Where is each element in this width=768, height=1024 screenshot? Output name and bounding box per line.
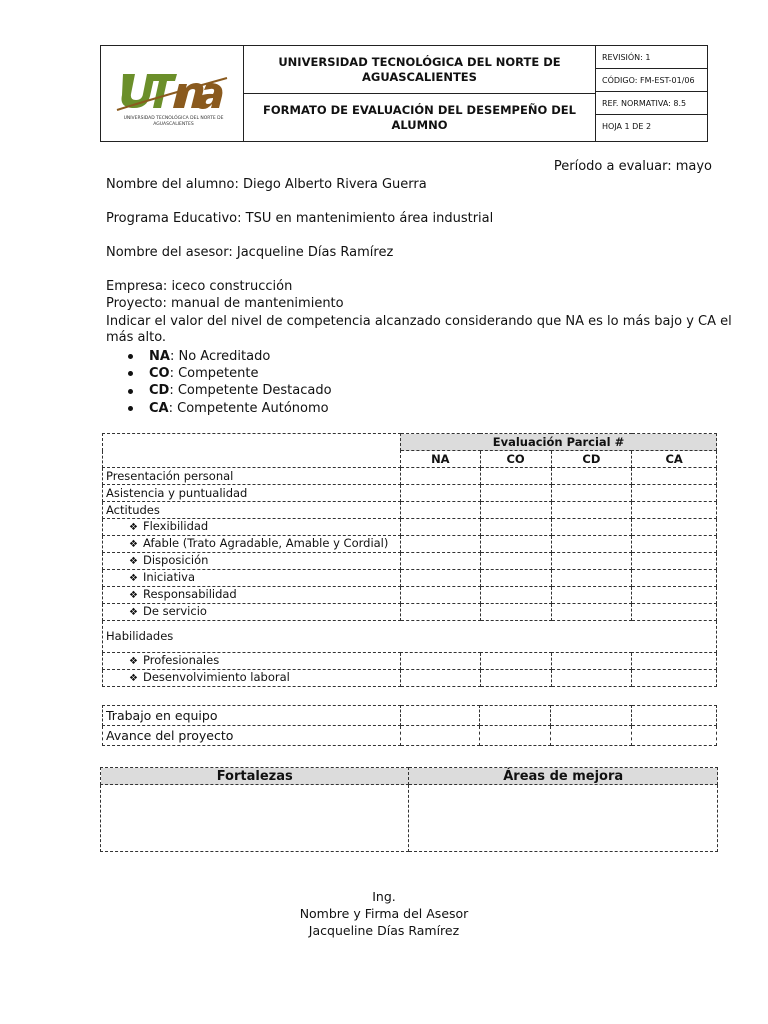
- cell-cd[interactable]: [551, 519, 632, 536]
- row-label: Asistencia y puntualidad: [103, 485, 401, 502]
- table-header-row: [103, 434, 717, 451]
- cell-ca[interactable]: [632, 570, 717, 587]
- row-label: ❖ Iniciativa: [103, 570, 401, 587]
- cell-cd[interactable]: [551, 502, 632, 519]
- table-row: [101, 785, 718, 852]
- table-row: [103, 653, 717, 670]
- row-label: Presentación personal: [103, 468, 401, 485]
- cell-cd[interactable]: [551, 706, 632, 726]
- logo-cell: [101, 46, 244, 141]
- table-row: [103, 502, 717, 519]
- instruction-line-2: más alto.: [106, 330, 167, 345]
- company-name: Empresa: iceco construcción: [106, 279, 293, 294]
- cell-ca[interactable]: [632, 587, 717, 604]
- cell-co[interactable]: [480, 553, 551, 570]
- cell-cd[interactable]: [551, 553, 632, 570]
- table-row: [103, 604, 717, 621]
- cell-co[interactable]: [480, 653, 551, 670]
- program-name: Programa Educativo: TSU en mantenimiento área industrial: [106, 211, 494, 226]
- cell-na[interactable]: [400, 570, 480, 587]
- cell-na[interactable]: [400, 553, 480, 570]
- project-name: Proyecto: manual de mantenimiento: [106, 296, 344, 311]
- cell-co[interactable]: [480, 604, 551, 621]
- col-co: CO: [480, 451, 551, 468]
- cell-co[interactable]: [480, 587, 551, 604]
- table-header-row: [101, 768, 718, 785]
- legend-code: CA: [149, 400, 169, 416]
- row-label: ❖ Flexibilidad: [103, 519, 401, 536]
- cell-ca[interactable]: [632, 706, 717, 726]
- legend-item: [128, 400, 332, 417]
- cell-na[interactable]: [400, 726, 480, 746]
- ref-label: REF. NORMATIVA: 8.5: [596, 92, 708, 115]
- cell-na[interactable]: [400, 502, 480, 519]
- table-row: [103, 570, 717, 587]
- student-name: Nombre del alumno: Diego Alberto Rivera Guerra: [106, 177, 427, 192]
- cell-cd[interactable]: [551, 468, 632, 485]
- row-label: ❖ Profesionales: [103, 653, 401, 670]
- legend-code: CO: [149, 366, 170, 382]
- cell-ca[interactable]: [632, 726, 717, 746]
- row-label: ❖ Desenvolvimiento laboral: [103, 670, 401, 687]
- cell-cd[interactable]: [551, 536, 632, 553]
- doc-control-cell: [595, 46, 708, 141]
- code-label: CÓDIGO: FM-EST-01/06: [596, 69, 708, 92]
- row-label: ❖ Disposición: [103, 553, 401, 570]
- cell-na[interactable]: [400, 706, 480, 726]
- signature-label: Nombre y Firma del Asesor: [299, 906, 469, 921]
- cell-cd[interactable]: [551, 726, 632, 746]
- cell-cd[interactable]: [551, 485, 632, 502]
- cell-co[interactable]: [480, 519, 551, 536]
- col-cd: CD: [551, 451, 632, 468]
- instruction-line-1: Indicar el valor del nivel de competencia alcanzado considerando que NA es lo más bajo y CA el: [106, 314, 732, 329]
- legend-list: [128, 348, 332, 417]
- signature-block: [0, 888, 768, 939]
- feedback-table: [100, 767, 718, 852]
- cell-ca[interactable]: [632, 536, 717, 553]
- table-row: [103, 553, 717, 570]
- row-label: Avance del proyecto: [103, 726, 401, 746]
- bullet-icon: [128, 371, 133, 376]
- col-ca: CA: [632, 451, 717, 468]
- period-text: Período a evaluar: mayo: [553, 159, 712, 174]
- diamond-bullet-icon: ❖: [129, 656, 138, 667]
- advisor-name: Nombre del asesor: Jacqueline Días Ramírez: [106, 245, 394, 260]
- table-row: [103, 485, 717, 502]
- cell-cd[interactable]: [551, 653, 632, 670]
- diamond-bullet-icon: ❖: [129, 673, 138, 684]
- cell-ca[interactable]: [632, 604, 717, 621]
- bullet-icon: [128, 406, 133, 411]
- table-row: [103, 519, 717, 536]
- form-title: FORMATO DE EVALUACIÓN DEL DESEMPEÑO DEL ALUMNO: [263, 102, 576, 132]
- header-blank: [103, 434, 401, 468]
- cell-ca[interactable]: [632, 653, 717, 670]
- legend-item: [128, 348, 332, 365]
- legend-desc: : No Acreditado: [169, 349, 271, 364]
- signature-title: Ing.: [372, 889, 396, 904]
- cell-ca[interactable]: [632, 502, 717, 519]
- row-label: Trabajo en equipo: [103, 706, 401, 726]
- diamond-bullet-icon: ❖: [129, 590, 138, 601]
- cell-na[interactable]: [400, 670, 480, 687]
- table-row: [103, 670, 717, 687]
- bullet-icon: [128, 354, 133, 359]
- cell-co[interactable]: [480, 468, 551, 485]
- cell-co[interactable]: [480, 670, 551, 687]
- cell-ca[interactable]: [632, 519, 717, 536]
- strengths-header: Fortalezas: [101, 768, 409, 785]
- signature-name: Jacqueline Días Ramírez: [308, 923, 460, 938]
- cell-cd[interactable]: [551, 570, 632, 587]
- cell-cd[interactable]: [551, 587, 632, 604]
- bullet-icon: [128, 389, 133, 394]
- cell-cd[interactable]: [551, 604, 632, 621]
- logo-subtitle: UNIVERSIDAD TECNOLÓGICA DEL NORTE DE AGUASCALIENTES: [123, 116, 224, 127]
- improvement-field[interactable]: [409, 785, 718, 852]
- cell-ca[interactable]: [632, 670, 717, 687]
- row-label: ❖ Responsabilidad: [103, 587, 401, 604]
- cell-co[interactable]: [480, 706, 551, 726]
- eval-partial-title: Evaluación Parcial #: [400, 434, 716, 451]
- table-row: [103, 726, 717, 746]
- evaluation-table: [102, 433, 717, 687]
- legend-item: [128, 382, 332, 399]
- legend-desc: : Competente: [169, 366, 259, 382]
- table-row: [103, 468, 717, 485]
- teamwork-table: [102, 705, 717, 746]
- diamond-bullet-icon: ❖: [129, 573, 138, 584]
- table-row: [103, 621, 717, 653]
- cell-co[interactable]: [480, 536, 551, 553]
- legend-code: NA: [149, 349, 170, 364]
- diamond-bullet-icon: ❖: [129, 556, 138, 567]
- cell-na[interactable]: [400, 587, 480, 604]
- col-na: NA: [400, 451, 480, 468]
- cell-ca[interactable]: [632, 468, 717, 485]
- utna-logo: [115, 68, 230, 114]
- table-row: [103, 706, 717, 726]
- diamond-bullet-icon: ❖: [129, 539, 138, 550]
- cell-na[interactable]: [400, 468, 480, 485]
- university-name: UNIVERSIDAD TECNOLÓGICA DEL NORTE DE AGUASCALIENTES: [244, 46, 595, 94]
- cell-co[interactable]: [480, 726, 551, 746]
- cell-co[interactable]: [480, 485, 551, 502]
- cell-na[interactable]: [400, 519, 480, 536]
- cell-cd[interactable]: [551, 670, 632, 687]
- cell-na[interactable]: [400, 485, 480, 502]
- cell-ca[interactable]: [632, 485, 717, 502]
- row-label: Habilidades: [103, 621, 717, 653]
- document-header: [100, 45, 708, 142]
- sheet-label: HOJA 1 DE 2: [602, 122, 652, 131]
- legend-desc: : Competente Destacado: [169, 383, 332, 399]
- improvement-header: Áreas de mejora: [409, 768, 718, 785]
- cell-na[interactable]: [400, 604, 480, 621]
- row-label: ❖ De servicio: [103, 604, 401, 621]
- cell-co[interactable]: [480, 502, 551, 519]
- diamond-bullet-icon: ❖: [129, 522, 138, 533]
- strengths-field[interactable]: [101, 785, 409, 852]
- legend-item: [128, 365, 332, 382]
- diamond-bullet-icon: ❖: [129, 607, 138, 618]
- revision-label: REVISIÓN: 1: [596, 46, 708, 69]
- cell-na[interactable]: [400, 653, 480, 670]
- row-label: Actitudes: [103, 502, 401, 519]
- cell-co[interactable]: [480, 570, 551, 587]
- cell-ca[interactable]: [632, 553, 717, 570]
- legend-desc: : Competente Autónomo: [168, 400, 329, 416]
- cell-na[interactable]: [400, 536, 480, 553]
- row-label: ❖ Afable (Trato Agradable, Amable y Cordial): [103, 536, 401, 553]
- legend-code: CD: [149, 383, 170, 399]
- table-row: [103, 536, 717, 553]
- table-row: [103, 587, 717, 604]
